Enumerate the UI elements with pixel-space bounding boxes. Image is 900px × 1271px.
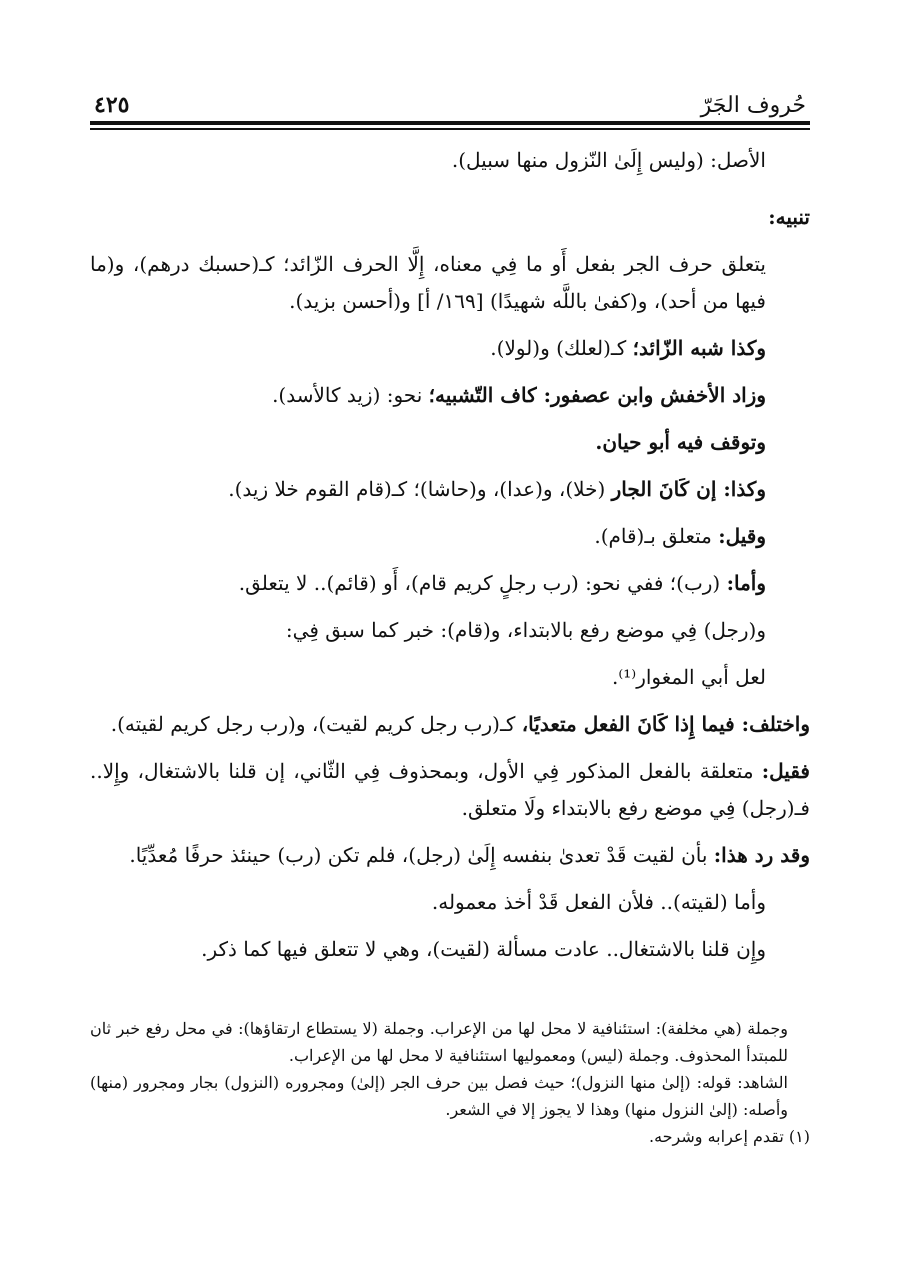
paragraph: وتوقف فيه أبو حيان. [595, 429, 766, 454]
paragraph-text: متعلقة بالفعل المذكور فِي الأول، وبمحذوف فِي الثّاني، إن قلنا بالاشتغال، وإِلا.. فـ(رجل) فِي موضع رفع بالابتداء ولَا متعلق. [90, 758, 810, 820]
bold-lead: وأما: [726, 570, 766, 595]
bold-lead: فقيل: [761, 758, 810, 783]
main-text [90, 142, 810, 968]
paragraph [90, 753, 810, 827]
footnotes [90, 1015, 810, 1150]
paragraph-text: كـ(رب رجل كريم لقيت)، و(رب رجل كريم لقيته). [110, 711, 522, 736]
page-number: ٤٢٥ [94, 92, 130, 118]
paragraph: يتعلق حرف الجر بفعل أَو ما فِي معناه، إِلَّا الحرف الزّائد؛ كـ(حسبك درهم)، و(ما فيها من أحد)، و(كفىٰ باللَّه شهيدًا) [١٦٩/ أ] و(أحسن بزيد). [90, 251, 766, 313]
bold-lead: وقيل: [718, 523, 766, 548]
paragraph [90, 518, 810, 555]
paragraph [90, 377, 810, 414]
footnote: وجملة (هي مخلفة): استئنافية لا محل لها من الإعراب. وجملة (لا يستطاع ارتقاؤها): في محل رفع خبر ثان للمبتدأ المحذوف. وجملة (ليس) ومعموليها استئنافية لا محل لها من الإعراب. [90, 1019, 788, 1065]
paragraph-text: (رب)؛ ففي نحو: (رب رجلٍ كريم قام)، أَو (قائم).. لا يتعلق. [238, 570, 727, 595]
footnote: (١) تقدم إعرابه وشرحه. [648, 1127, 810, 1146]
verse-quote: لعل أبي المغوار⁽¹⁾. [611, 664, 766, 689]
paragraph: وأما (لقيته).. فلأن الفعل قَدْ أخذ معموله. [431, 889, 766, 914]
page [90, 78, 810, 978]
footnote: الشاهد: قوله: (إلىٰ منها النزول)؛ حيث فصل بين حرف الجر (إلىٰ) ومجروره (النزول) بجار ومجرور (منها) وأصله: (إلىٰ النزول منها) وهذا لا يجوز إلا في الشعر. [90, 1073, 789, 1119]
header-rule-thin [90, 128, 810, 130]
bold-lead: واختلف: فيما إِذا كَانَ الفعل متعديًا، [521, 711, 810, 736]
paragraph-text: كـ(لعلك) و(لولا). [490, 335, 633, 360]
bold-lead: وزاد الأخفش وابن عصفور: كاف التّشبيه؛ [428, 382, 766, 407]
bold-lead: وقد رد هذا: [713, 842, 810, 867]
header-rule-thick [90, 121, 810, 125]
bold-lead: وكذا شبه الزّائد؛ [632, 335, 766, 360]
section-heading: تنبيه: [768, 204, 810, 229]
paragraph-text: (خلا)، و(عدا)، و(حاشا)؛ كـ(قام القوم خلا زيد). [228, 476, 612, 501]
paragraph: وإِن قلنا بالاشتغال.. عادت مسألة (لقيت)، وهي لا تتعلق فيها كما ذكر. [201, 936, 766, 961]
running-header [90, 78, 810, 118]
paragraph [90, 330, 810, 367]
bold-lead: وكذا: إن كَانَ الجار [611, 476, 766, 501]
paragraph: و(رجل) فِي موضع رفع بالابتداء، و(قام): خبر كما سبق فِي: [285, 617, 766, 642]
paragraph-text: بأن لقيت قَدْ تعدىٰ بنفسه إِلَىٰ (رجل)، فلم تكن (رب) حينئذ حرفًا مُعدِّيًا. [129, 842, 714, 867]
paragraph-text: متعلق بـ(قام). [594, 523, 719, 548]
paragraph-text: نحو: (زيد كالأسد). [272, 382, 429, 407]
paragraph [90, 837, 810, 874]
paragraph: الأصل: (وليس إِلَىٰ النّزول منها سبيل). [451, 147, 766, 172]
paragraph [90, 706, 810, 743]
running-title: حُروف الجَرّ [700, 93, 806, 118]
paragraph [90, 471, 810, 508]
paragraph [90, 565, 810, 602]
